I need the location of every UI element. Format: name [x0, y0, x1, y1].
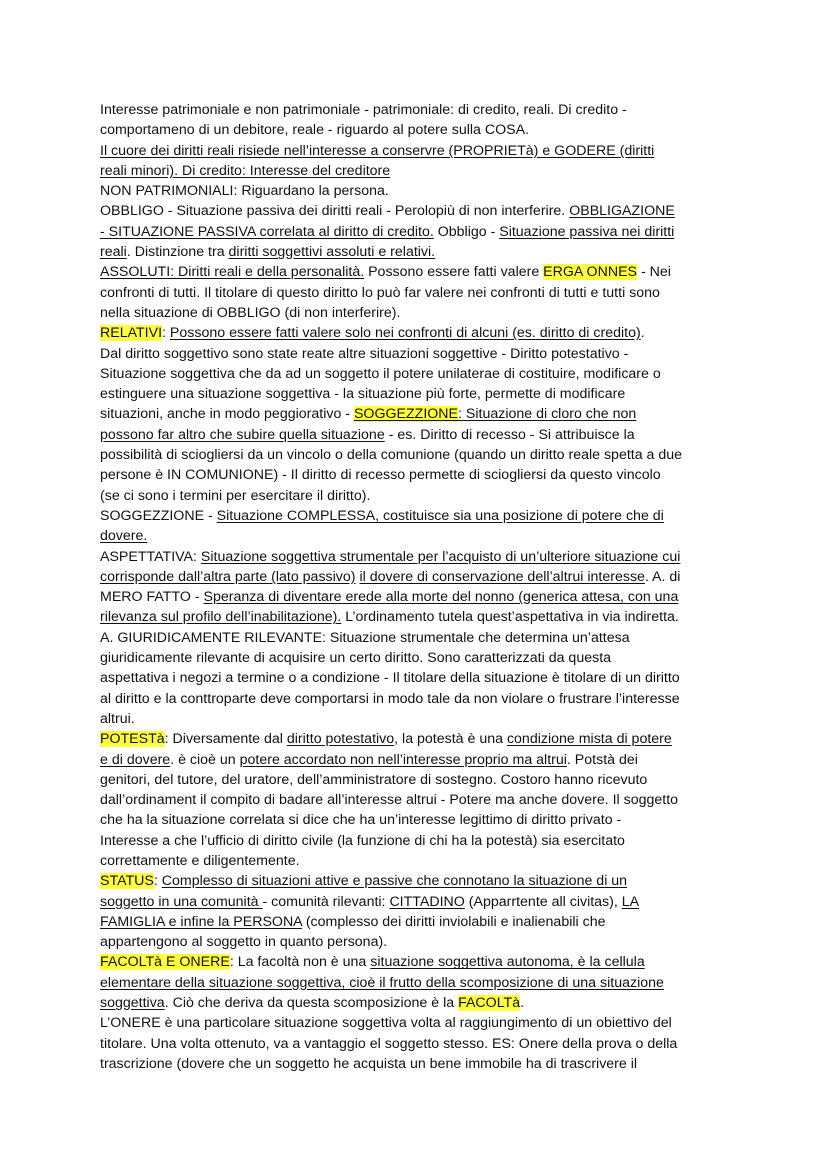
underlined-text: condizione mista di potere [506, 731, 672, 748]
text-segment: L’ordinamento tutela quest’aspettativa in via indiretta. [341, 609, 679, 626]
highlighted-term: RELATIVI [100, 325, 163, 342]
underlined-text: - SITUAZIONE PASSIVA correlata al diritto di credito. [100, 223, 434, 240]
text-line [100, 201, 740, 221]
highlighted-term: FACOLTà [458, 995, 521, 1012]
underlined-text: soggettiva [100, 995, 165, 1012]
highlighted-term: ERGA ONNES [543, 264, 637, 281]
text-segment: Interesse patrimoniale e non patrimoniale - patrimoniale: di credito, reali. Di credito - [100, 102, 627, 118]
text-line [100, 262, 740, 282]
document-body [100, 100, 740, 1074]
text-segment: aspettativa i negozi a termine o a condizione - Il titolare della situazione è titolare di un diritto [100, 670, 680, 687]
text-line [100, 181, 740, 201]
text-segment: altrui. [100, 710, 135, 727]
text-segment: A. GIURIDICAMENTE RILEVANTE: Situazione strumentale che determina un’attesa [100, 629, 630, 646]
underlined-text: diritti soggettivi assoluti e relativi. [228, 244, 436, 261]
underlined-text: OBBLIGAZIONE [569, 203, 675, 220]
text-segment: nella situazione di OBBLIGO (di non interferire). [100, 304, 401, 321]
text-line [100, 952, 740, 972]
underlined-text: Il cuore dei diritti reali risiede nell’interesse a conservre (PROPRIETà) e GODERE (diritti [100, 142, 655, 159]
highlighted-term: SOGGEZZIONE [353, 406, 459, 423]
underlined-text: possono far altro che subire quella situazione [100, 426, 385, 443]
text-line [100, 465, 740, 485]
underlined-text: diritto potestativo [286, 731, 395, 748]
text-line [100, 892, 740, 912]
text-line [100, 1013, 740, 1033]
text-line [100, 526, 740, 546]
text-segment: confronti di tutti. Il titolare di questo diritto lo può far valere nei confronti di tutti e tutti sono [100, 284, 660, 301]
text-line [100, 932, 740, 952]
underlined-text: il dovere di conservazione dell’altrui interesse [359, 568, 645, 585]
underlined-text: FAMIGLIA e infine la PERSONA [100, 913, 302, 930]
underlined-text: e di dovere [100, 751, 171, 768]
text-segment: Interesse a che l’ufficio di diritto civile (la funzione di chi ha la potestà) sia esercitato [100, 832, 625, 849]
text-segment: (complesso dei diritti inviolabili e inalienabili che [301, 913, 606, 930]
text-line [100, 810, 740, 830]
text-segment: , la potestà è una [394, 731, 507, 748]
underlined-text: Complesso di situazioni attive e passive che connotano la situazione di un [161, 873, 628, 890]
text-line [100, 141, 740, 161]
text-segment: dall’ordinament il compito di badare all’interesse altrui - Potere ma anche dovere. Il soggetto [100, 792, 679, 809]
text-line [100, 445, 740, 465]
text-line [100, 587, 740, 607]
text-segment: appartengono al soggetto in quanto persona). [100, 934, 388, 951]
text-line [100, 425, 740, 445]
underlined-text: reali minori). Di credito: Interesse del creditore [100, 162, 391, 179]
text-segment: NON PATRIMONIALI: Riguardano la persona. [100, 183, 389, 200]
text-segment: : [162, 325, 170, 342]
text-segment: possibilità di sciogliersi da un vincolo o della comunione (quando un diritto reale spetta a due [100, 447, 683, 464]
text-line [100, 770, 740, 790]
underlined-text: situazione soggettiva autonoma, è la cellula [370, 954, 645, 971]
text-line [100, 100, 740, 120]
text-line [100, 506, 740, 526]
text-segment: Dal diritto soggettivo sono state reate altre situazioni soggettive - Diritto potestativo - [100, 345, 629, 362]
underlined-text: Situazione COMPLESSA, costituisce sia una posizione di potere che di [216, 507, 664, 524]
text-line [100, 607, 740, 627]
text-segment: . Ciò che deriva da questa scomposizione è la [164, 995, 459, 1012]
text-segment: : Diversamente dal [164, 731, 287, 748]
highlighted-term: STATUS [100, 873, 154, 890]
text-segment: titolare. Una volta ottenuto, va a vantaggio el soggetto stesso. ES: Onere della prova o della [100, 1035, 678, 1052]
underlined-text: Possono essere fatti valere solo nei confronti di alcuni (es. diritto di credito) [169, 325, 641, 342]
text-segment: che ha la situazione correlata si dice che ha un’interesse legittimo di diritto privato - [100, 812, 622, 829]
text-line [100, 344, 740, 364]
text-line [100, 648, 740, 668]
text-segment: OBBLIGO - Situazione passiva dei diritti reali - Perolopiù di non interferire. [100, 203, 570, 220]
text-segment: genitori, del tutore, del uratore, dell’amministratore di sostegno. Costoro hanno ricevuto [100, 771, 648, 788]
text-line [100, 547, 740, 567]
text-line [100, 567, 740, 587]
text-line [100, 364, 740, 384]
underlined-text: LA [621, 893, 640, 910]
highlighted-term: FACOLTà E ONERE [100, 954, 230, 971]
text-line [100, 486, 740, 506]
underlined-text: dovere. [100, 528, 148, 545]
text-segment: Obbligo - [433, 223, 500, 240]
text-line [100, 120, 740, 140]
underlined-text: Situazione soggettiva strumentale per l’acquisto di un’ulteriore situazione cui [200, 548, 681, 565]
text-segment: - Nei [637, 264, 671, 281]
text-segment: : La facoltà non è una [229, 954, 371, 971]
text-segment: comportameno di un debitore, reale - riguardo al potere sulla COSA. [100, 122, 530, 139]
text-segment: (se ci sono i termini per esercitare il diritto). [100, 487, 371, 504]
text-line [100, 161, 740, 181]
text-line [100, 404, 740, 424]
text-line [100, 831, 740, 851]
underlined-text: reali [100, 244, 127, 261]
text-segment: . Potstà dei [566, 751, 638, 768]
text-segment: situazioni, anche in modo peggiorativo - [100, 406, 354, 423]
text-line [100, 750, 740, 770]
text-segment: . [640, 325, 645, 342]
text-segment: estinguere una situazione soggettiva - la situazione più forte, permette di modificare [100, 386, 626, 403]
text-line [100, 668, 740, 688]
text-line [100, 303, 740, 323]
text-segment: . A. di [644, 568, 681, 585]
text-segment: - es. Diritto di recesso - Si attribuisce la [384, 426, 635, 443]
text-segment: L’ONERE è una particolare situazione soggettiva volta al raggiungimento di un obiettivo del [100, 1015, 672, 1032]
text-line [100, 871, 740, 891]
text-segment: persone è IN COMUNIONE) - Il diritto di recesso permette di sciogliersi da questo vincolo [100, 467, 661, 484]
underlined-text: soggetto in una comunità [100, 893, 263, 910]
underlined-text: Situazione passiva nei diritti [499, 223, 675, 240]
text-line [100, 709, 740, 729]
underlined-text: rilevanza sul profilo dell’inabilitazione). [100, 609, 342, 626]
text-segment: Situazione soggettiva che da ad un soggetto il potere unilaterae di costituire, modificare o [100, 365, 661, 382]
text-line [100, 790, 740, 810]
text-segment: Possono essere fatti valere [364, 264, 544, 281]
text-line [100, 912, 740, 932]
text-segment: . [520, 995, 525, 1012]
text-segment: trascrizione (dovere che un soggetto he acquista un bene immobile ha di trascrivere il [100, 1055, 638, 1072]
text-line [100, 323, 740, 343]
text-segment: - comunità rilevanti: [262, 893, 390, 910]
text-line [100, 851, 740, 871]
text-line [100, 973, 740, 993]
text-segment: al diritto e la conttroparte deve comportarsi in modo tale da non violare o frustrare l’interesse [100, 690, 680, 707]
text-segment: MERO FATTO - [100, 589, 204, 606]
text-line [100, 993, 740, 1013]
underlined-text: : Situazione di cloro che non [458, 406, 637, 423]
text-line [100, 283, 740, 303]
text-line [100, 1034, 740, 1054]
underlined-text: ASSOLUTI: Diritti reali e della personalità. [100, 264, 365, 281]
text-line [100, 222, 740, 242]
text-line [100, 1054, 740, 1074]
underlined-text: potere accordato non nell’interesse proprio ma altrui [239, 751, 567, 768]
text-segment: SOGGEZZIONE - [100, 507, 217, 524]
underlined-text: elementare della situazione soggettiva, cioè il frutto della scomposizione di una situazione [100, 974, 664, 991]
text-line [100, 689, 740, 709]
text-line [100, 384, 740, 404]
highlighted-term: POTESTà [100, 731, 165, 748]
text-segment: giuridicamente rilevante di acquisire un certo diritto. Sono caratterizzati da questa [100, 650, 612, 667]
text-segment: . Distinzione tra [126, 244, 229, 261]
underlined-text: Speranza di diventare erede alla morte del nonno (generica attesa, con una [203, 589, 679, 606]
text-segment: : [153, 873, 162, 890]
text-line [100, 729, 740, 749]
underlined-text: corrisponde dall’altra parte (lato passivo) [100, 568, 356, 585]
text-segment: ASPETTATIVA: [100, 548, 201, 565]
text-segment: correttamente e diligentemente. [100, 852, 300, 869]
underlined-text: CITTADINO [389, 893, 465, 910]
text-line [100, 628, 740, 648]
text-segment: . è cioè un [170, 751, 240, 768]
text-segment: (Apparrtente all civitas), [464, 893, 622, 910]
text-line [100, 242, 740, 262]
